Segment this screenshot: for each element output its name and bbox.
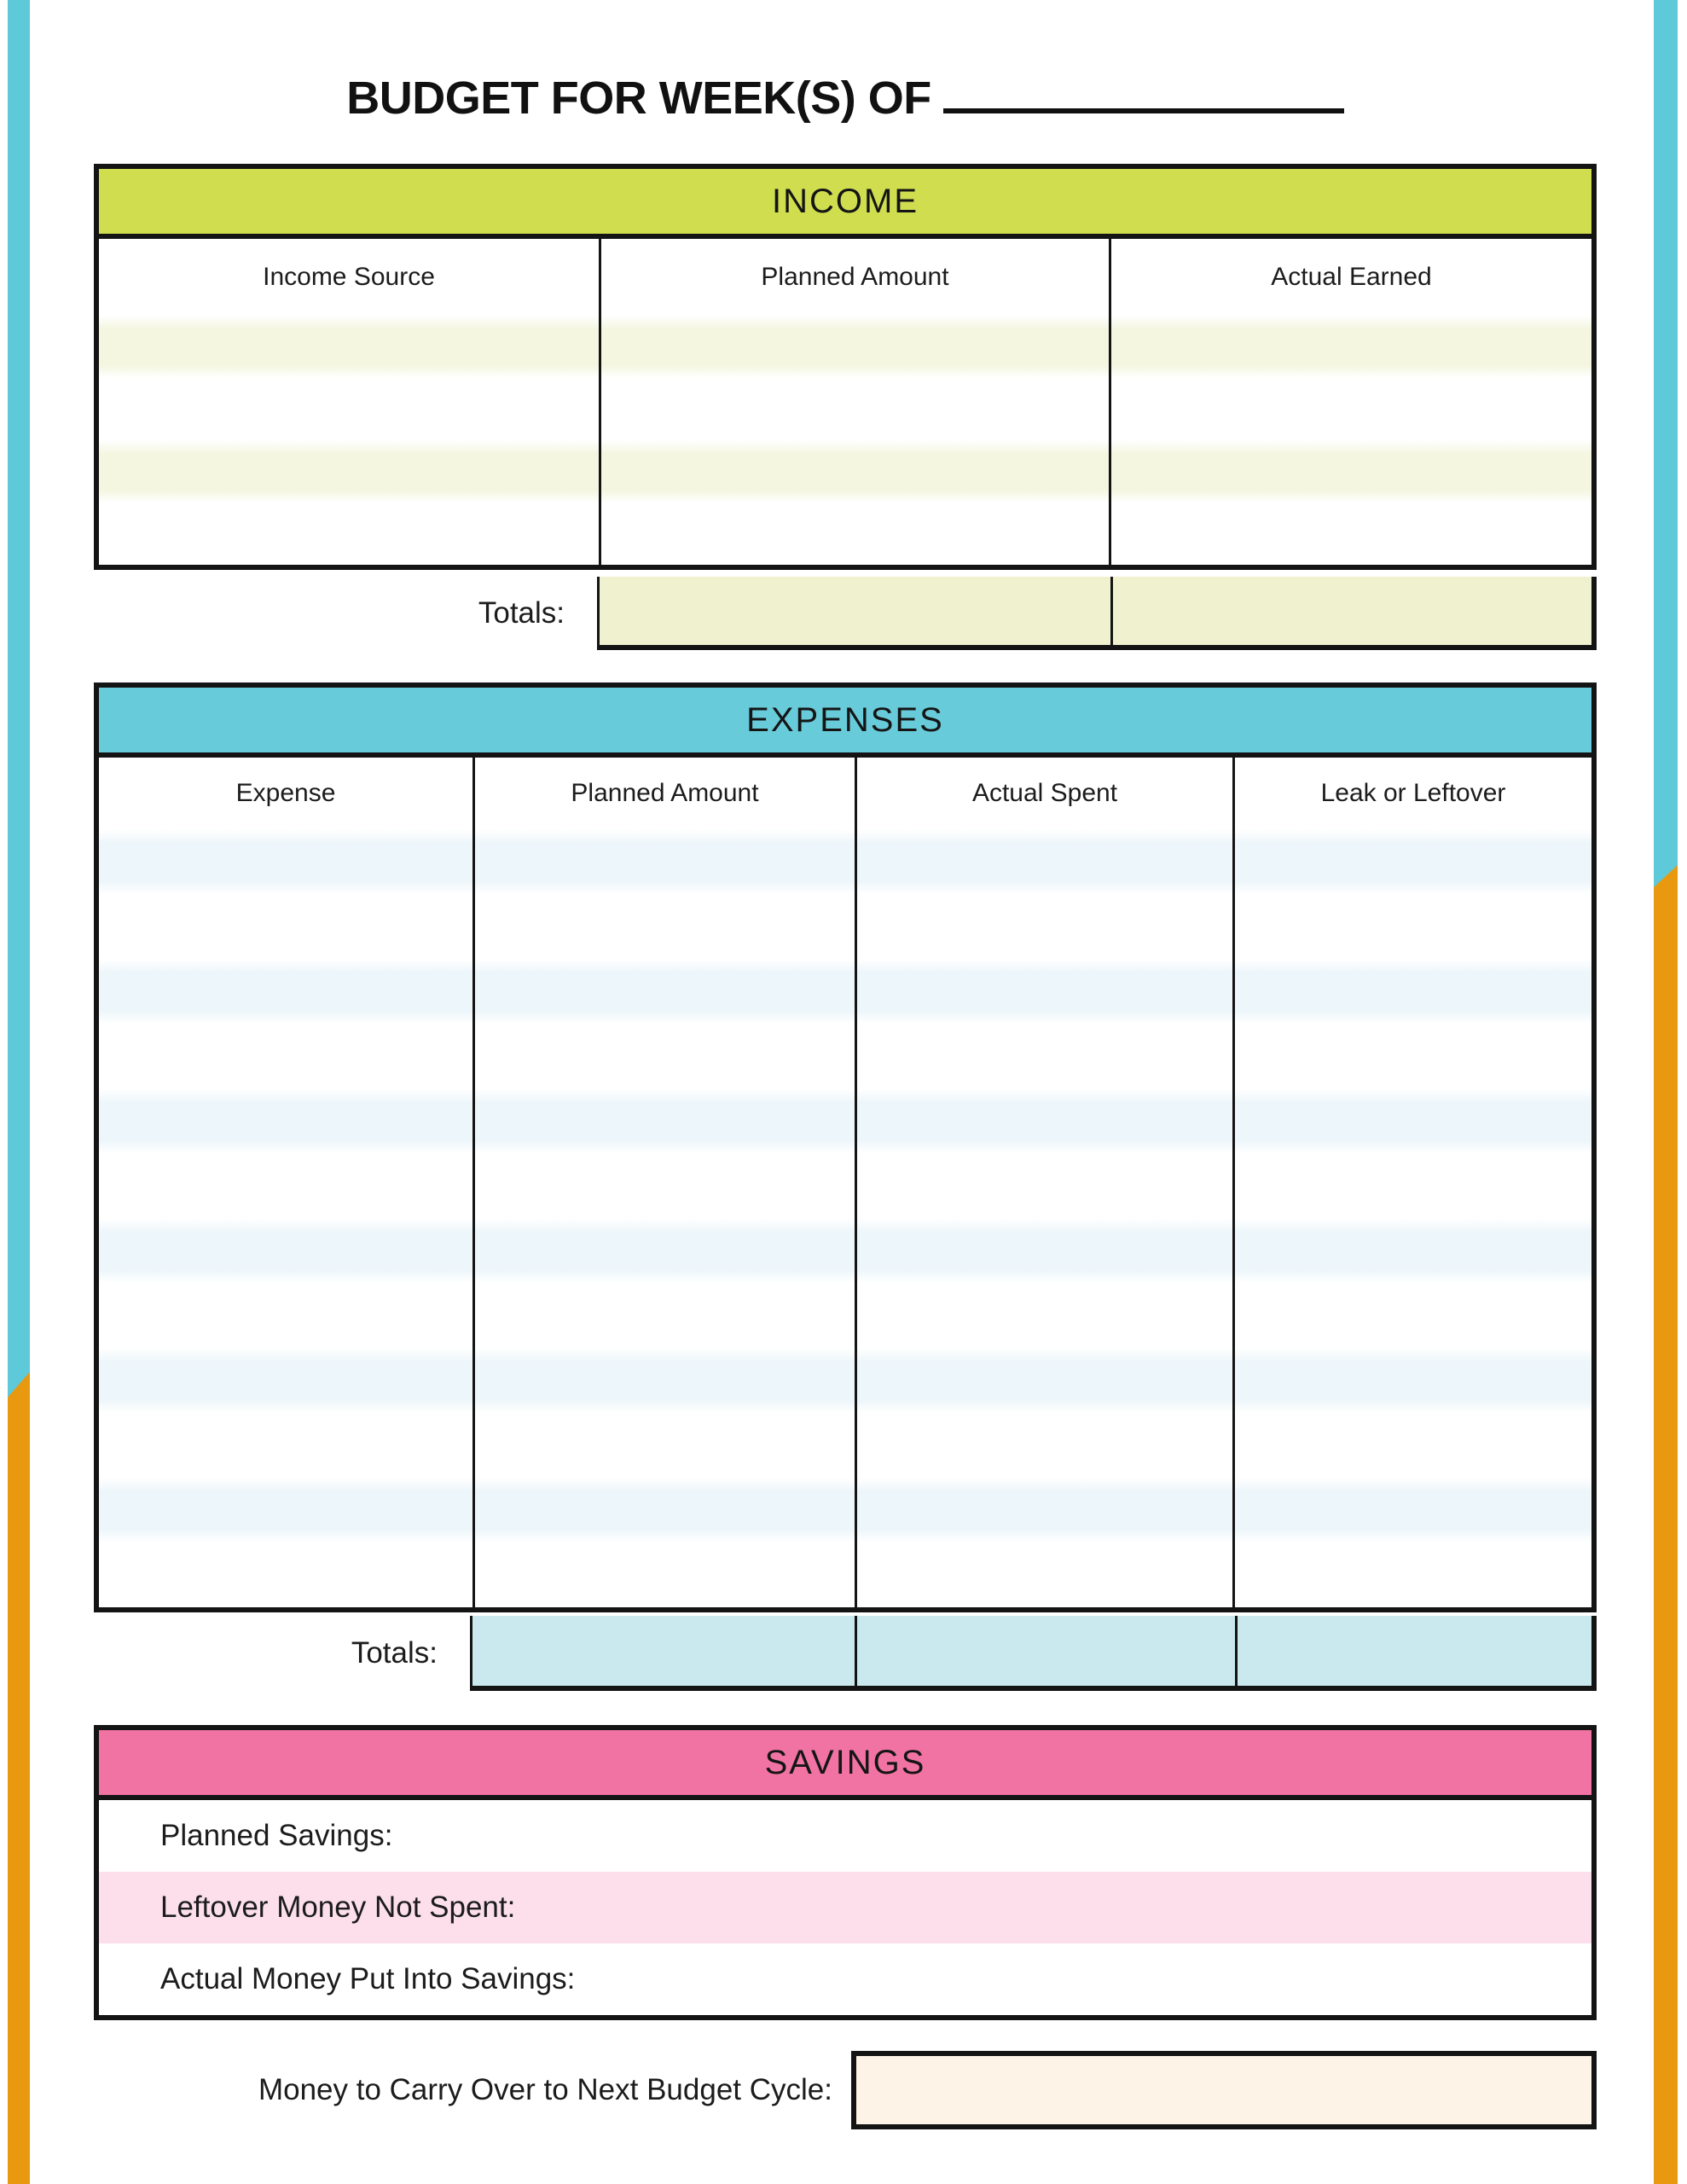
income-cell-planned[interactable] xyxy=(599,440,1109,502)
savings-section-title: SAVINGS xyxy=(764,1743,926,1781)
expense-cell-name[interactable] xyxy=(99,1542,472,1607)
right-accent-bar-orange xyxy=(1654,865,1678,2184)
income-total-planned-cell[interactable] xyxy=(597,577,1110,650)
expense-cell-planned[interactable] xyxy=(472,959,855,1024)
expenses-section-header xyxy=(99,688,1591,758)
expense-cell-leftover[interactable] xyxy=(1232,1542,1591,1607)
expense-cell-spent[interactable] xyxy=(855,1542,1232,1607)
savings-label-leftover: Leftover Money Not Spent: xyxy=(160,1891,516,1924)
expense-cell-spent[interactable] xyxy=(855,894,1232,959)
expense-cell-spent[interactable] xyxy=(855,1413,1232,1478)
income-cell-planned[interactable] xyxy=(599,316,1109,378)
expense-cell-leftover[interactable] xyxy=(1232,1024,1591,1089)
page-title xyxy=(94,72,1597,136)
income-col-planned-amount: Planned Amount xyxy=(599,239,1109,316)
savings-row-leftover[interactable] xyxy=(99,1872,1591,1943)
expenses-totals-label: Totals: xyxy=(351,1636,438,1670)
savings-row-actual[interactable] xyxy=(99,1943,1591,2015)
expense-cell-leftover[interactable] xyxy=(1232,1413,1591,1478)
expense-cell-spent[interactable] xyxy=(855,1348,1232,1413)
expense-cell-name[interactable] xyxy=(99,1478,472,1542)
savings-row-planned[interactable] xyxy=(99,1800,1591,1872)
expense-cell-leftover[interactable] xyxy=(1232,894,1591,959)
income-section-header xyxy=(99,169,1591,239)
income-cell-source[interactable] xyxy=(99,502,599,565)
income-cell-actual[interactable] xyxy=(1109,502,1591,565)
expense-row xyxy=(99,1218,1591,1283)
expense-row xyxy=(99,1348,1591,1413)
income-col-actual-earned: Actual Earned xyxy=(1109,239,1591,316)
savings-table xyxy=(94,1725,1597,2020)
expenses-section-title: EXPENSES xyxy=(746,700,944,739)
right-accent-bar xyxy=(1654,0,1678,2184)
expense-cell-leftover[interactable] xyxy=(1232,959,1591,1024)
income-section-title: INCOME xyxy=(772,182,919,220)
expense-row xyxy=(99,829,1591,894)
income-total-actual-cell[interactable] xyxy=(1110,577,1597,650)
expense-cell-spent[interactable] xyxy=(855,1089,1232,1153)
expense-cell-spent[interactable] xyxy=(855,1024,1232,1089)
expense-cell-leftover[interactable] xyxy=(1232,1218,1591,1283)
expense-cell-leftover[interactable] xyxy=(1232,829,1591,894)
expense-row xyxy=(99,1413,1591,1478)
expense-cell-spent[interactable] xyxy=(855,1283,1232,1348)
expenses-col-expense: Expense xyxy=(235,779,336,807)
expense-cell-name[interactable] xyxy=(99,959,472,1024)
expense-cell-planned[interactable] xyxy=(472,829,855,894)
expense-row xyxy=(99,959,1591,1024)
expense-cell-planned[interactable] xyxy=(472,1413,855,1478)
expenses-column-header-row xyxy=(99,758,1591,829)
expense-cell-name[interactable] xyxy=(99,1283,472,1348)
expense-cell-leftover[interactable] xyxy=(1232,1283,1591,1348)
expense-cell-spent[interactable] xyxy=(855,1218,1232,1283)
expense-cell-spent[interactable] xyxy=(855,1153,1232,1218)
expense-cell-spent[interactable] xyxy=(855,829,1232,894)
expense-row xyxy=(99,1153,1591,1218)
expenses-totals-row xyxy=(94,1616,1597,1691)
income-cell-source[interactable] xyxy=(99,378,599,440)
expense-row xyxy=(99,1542,1591,1607)
left-accent-bar xyxy=(8,0,30,2184)
carryover-label: Money to Carry Over to Next Budget Cycle: xyxy=(258,2073,832,2106)
expenses-col-actual-spent: Actual Spent xyxy=(855,758,1232,829)
expense-cell-name[interactable] xyxy=(99,1348,472,1413)
left-accent-bar-orange xyxy=(8,1372,30,2184)
expense-cell-planned[interactable] xyxy=(472,1089,855,1153)
expense-cell-planned[interactable] xyxy=(472,1348,855,1413)
expense-cell-name[interactable] xyxy=(99,894,472,959)
income-column-header-row xyxy=(99,239,1591,316)
income-row xyxy=(99,378,1591,440)
income-cell-actual[interactable] xyxy=(1109,316,1591,378)
expenses-col-planned-amount: Planned Amount xyxy=(472,758,855,829)
expenses-col-leak-or-leftover: Leak or Leftover xyxy=(1232,758,1591,829)
income-cell-actual[interactable] xyxy=(1109,440,1591,502)
expense-cell-planned[interactable] xyxy=(472,1478,855,1542)
expense-cell-planned[interactable] xyxy=(472,1542,855,1607)
expense-cell-leftover[interactable] xyxy=(1232,1089,1591,1153)
income-row xyxy=(99,502,1591,565)
expenses-total-leftover-cell[interactable] xyxy=(1235,1616,1597,1691)
expense-cell-spent[interactable] xyxy=(855,1478,1232,1542)
expense-row xyxy=(99,1283,1591,1348)
expense-row xyxy=(99,1089,1591,1153)
expense-cell-planned[interactable] xyxy=(472,1218,855,1283)
income-cell-planned[interactable] xyxy=(599,378,1109,440)
income-cell-planned[interactable] xyxy=(599,502,1109,565)
expense-row xyxy=(99,1478,1591,1542)
expense-cell-leftover[interactable] xyxy=(1232,1478,1591,1542)
expense-cell-planned[interactable] xyxy=(472,894,855,959)
page-title-text: BUDGET FOR WEEK(S) OF xyxy=(346,73,931,124)
income-row xyxy=(99,440,1591,502)
expense-cell-leftover[interactable] xyxy=(1232,1348,1591,1413)
expense-cell-planned[interactable] xyxy=(472,1283,855,1348)
carryover-amount-box[interactable] xyxy=(851,2051,1597,2129)
expense-cell-name[interactable] xyxy=(99,1089,472,1153)
income-table xyxy=(94,164,1597,570)
income-totals-row xyxy=(94,577,1597,650)
expense-cell-name[interactable] xyxy=(99,1024,472,1089)
expense-row xyxy=(99,894,1591,959)
expense-cell-name[interactable] xyxy=(99,1153,472,1218)
expenses-total-planned-cell[interactable] xyxy=(470,1616,855,1691)
expense-cell-leftover[interactable] xyxy=(1232,1153,1591,1218)
income-row xyxy=(99,316,1591,378)
week-date-blank-line[interactable] xyxy=(943,76,1344,113)
expense-cell-planned[interactable] xyxy=(472,1024,855,1089)
income-cell-source[interactable] xyxy=(99,440,599,502)
income-totals-label: Totals: xyxy=(478,596,565,630)
carryover-row xyxy=(94,2051,1597,2129)
expense-row xyxy=(99,1024,1591,1089)
savings-label-planned: Planned Savings: xyxy=(160,1819,393,1852)
savings-section-header xyxy=(99,1730,1591,1800)
expenses-total-spent-cell[interactable] xyxy=(855,1616,1235,1691)
expenses-table xyxy=(94,682,1597,1612)
expense-cell-name[interactable] xyxy=(99,1413,472,1478)
expense-cell-spent[interactable] xyxy=(855,959,1232,1024)
expense-cell-planned[interactable] xyxy=(472,1153,855,1218)
income-cell-actual[interactable] xyxy=(1109,378,1591,440)
savings-label-actual: Actual Money Put Into Savings: xyxy=(160,1962,576,1995)
income-cell-source[interactable] xyxy=(99,316,599,378)
income-col-income-source: Income Source xyxy=(263,263,435,291)
expense-cell-name[interactable] xyxy=(99,1218,472,1283)
expense-cell-name[interactable] xyxy=(99,829,472,894)
